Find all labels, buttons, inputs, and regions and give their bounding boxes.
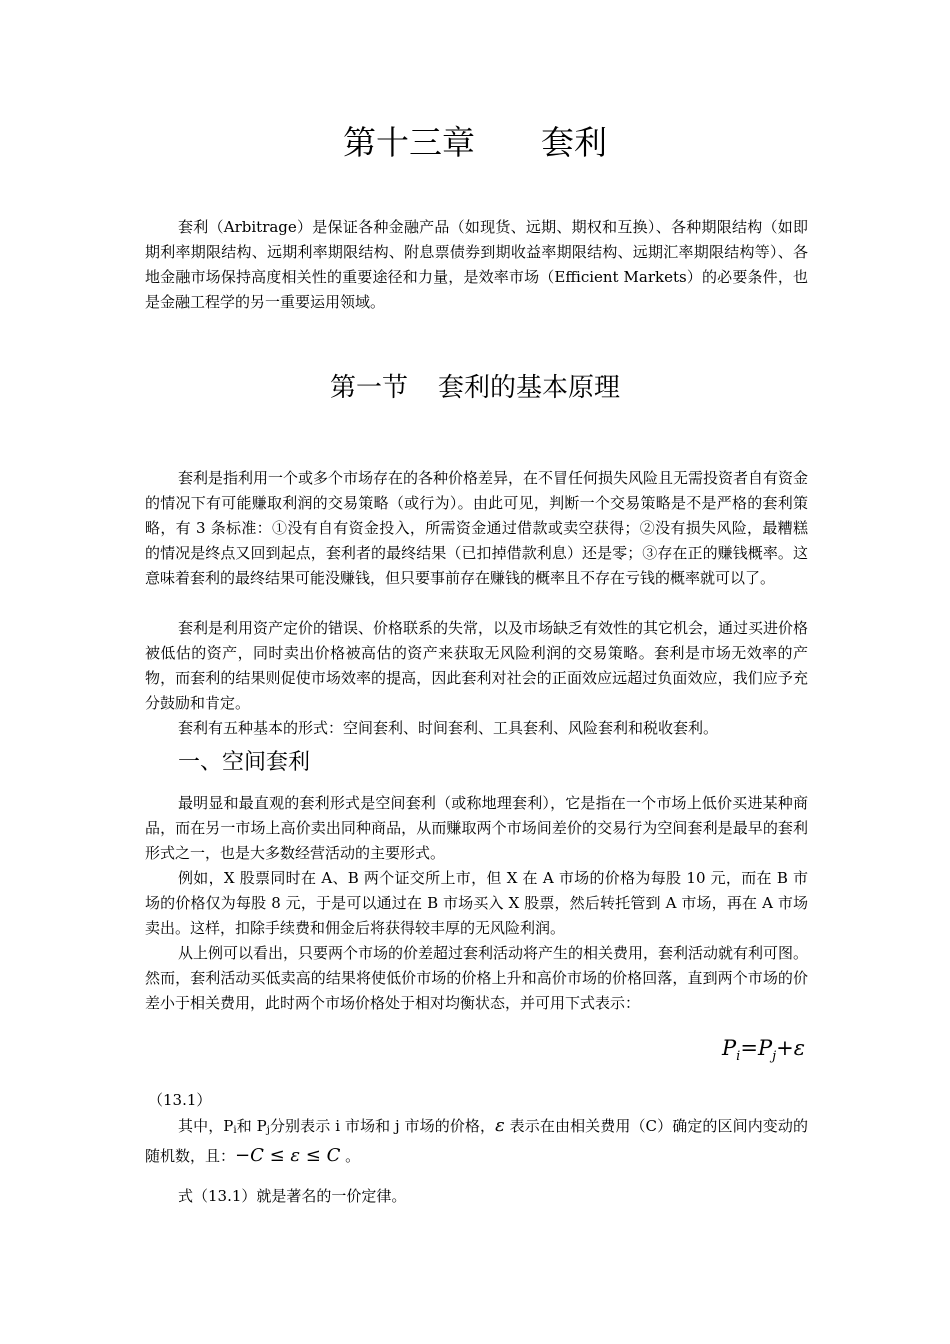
paragraph-mechanism: 套利是利用资产定价的错误、价格联系的失常，以及市场缺乏有效性的其它机会，通过买进价格被低估的资产，同时卖出价格被高估的资产来获取无风险利润的交易策略。套利是市场无效率的产物，而套利的结果则促使市场效率的提高，因此套利对社会的正面效应远超过负面效应，我们应予充分鼓励和肯定。 [145,619,809,712]
explain-text-4: 表示在由相关费用（C）确定的区间内变动的随机数，且： [145,1117,808,1165]
chapter-number: 第十三章 [343,123,475,162]
explain-sub-i: i [233,1125,237,1136]
explain-text-2: 和 P [236,1117,267,1135]
formula-rhs-sub: j [772,1049,777,1065]
paragraph-explanation [145,1113,808,1169]
explain-epsilon: ε [495,1115,505,1136]
formula-lhs: P [722,1036,737,1060]
chapter-title [0,118,950,168]
formula-epsilon: ε [793,1036,805,1060]
explain-text-5: 。 [340,1147,361,1165]
intro-paragraph: 套利（Arbitrage）是保证各种金融产品（如现货、远期、期权和互换）、各种期限结构（如即期利率期限结构、远期利率期限结构、附息票债券到期收益率期限结构、远期汇率期限结构等）、各地金融市场保持高度相关性的重要途径和力量，是效率市场（Efficient Markets）的必要条件，也是金融工程学的另一重要运用领域。 [145,218,808,311]
paragraph-law-of-one-price: 式（13.1）就是著名的一价定律。 [178,1187,407,1205]
paragraph-space-arbitrage: 最明显和最直观的套利形式是空间套利（或称地理套利），它是指在一个市场上低价买进某种商品，而在另一市场上高价卖出同种商品，从而赚取两个市场间差价的交易行为空间套利是最早的套利形式之一，也是大多数经营活动的主要形式。 [145,794,808,862]
paragraph-definition: 套利是指利用一个或多个市场存在的各种价格差异，在不冒任何损失风险且无需投资者自有资金的情况下有可能赚取利润的交易策略（或行为）。由此可见，判断一个交易策略是不是严格的套利策略，有 3 条标准：①没有自有资金投入，所需资金通过借款或卖空获得；②没有损失风险，最糟糕的情况是终点又回到起点，套利者的最终结果（已扣掉借款利息）还是零；③存在正的赚钱概率。这意味着套利的最终结果可能没赚钱，但只要事前存在赚钱的概率且不存在亏钱的概率就可以了。 [145,469,809,587]
formula-lhs-sub: i [736,1049,741,1065]
formula-one-price [722,1033,805,1072]
equation-number: （13.1） [148,1091,212,1109]
subsection-title: 一、空间套利 [178,750,311,775]
formula-equals: = [740,1036,758,1060]
chapter-name: 套利 [541,123,607,162]
explain-text-1: 其中，P [178,1117,234,1135]
formula-plus: + [776,1036,794,1060]
formula-rhs: P [757,1036,773,1060]
paragraph-forms: 套利有五种基本的形式：空间套利、时间套利、工具套利、风险套利和税收套利。 [178,719,719,737]
paragraph-equilibrium: 从上例可以看出，只要两个市场的价差超过套利活动将产生的相关费用，套利活动就有利可图。然而，套利活动买低卖高的结果将使低价市场的价格上升和高价市场的价格回落，直到两个市场的价差小于相关费用，此时两个市场价格处于相对均衡状态，并可用下式表示： [145,944,809,1012]
section-name: 套利的基本原理 [438,373,621,403]
explain-sub-j: j [266,1125,270,1136]
explain-inequality: −C ≤ ε ≤ C [235,1145,341,1166]
section-title [0,368,950,408]
section-number: 第一节 [329,373,408,403]
paragraph-example: 例如，X 股票同时在 A、B 两个证交所上市，但 X 在 A 市场的价格为每股 10 元，而在 B 市场的价格仅为每股 8 元，于是可以通过在 B 市场买入 X 股票，然后转托管到 A 市场，再在 A 市场卖出。这样，扣除手续费和佣金后将获得较丰厚的无风险利润。 [145,869,808,937]
explain-text-3: 分别表示 i 市场和 j 市场的价格， [269,1117,496,1135]
